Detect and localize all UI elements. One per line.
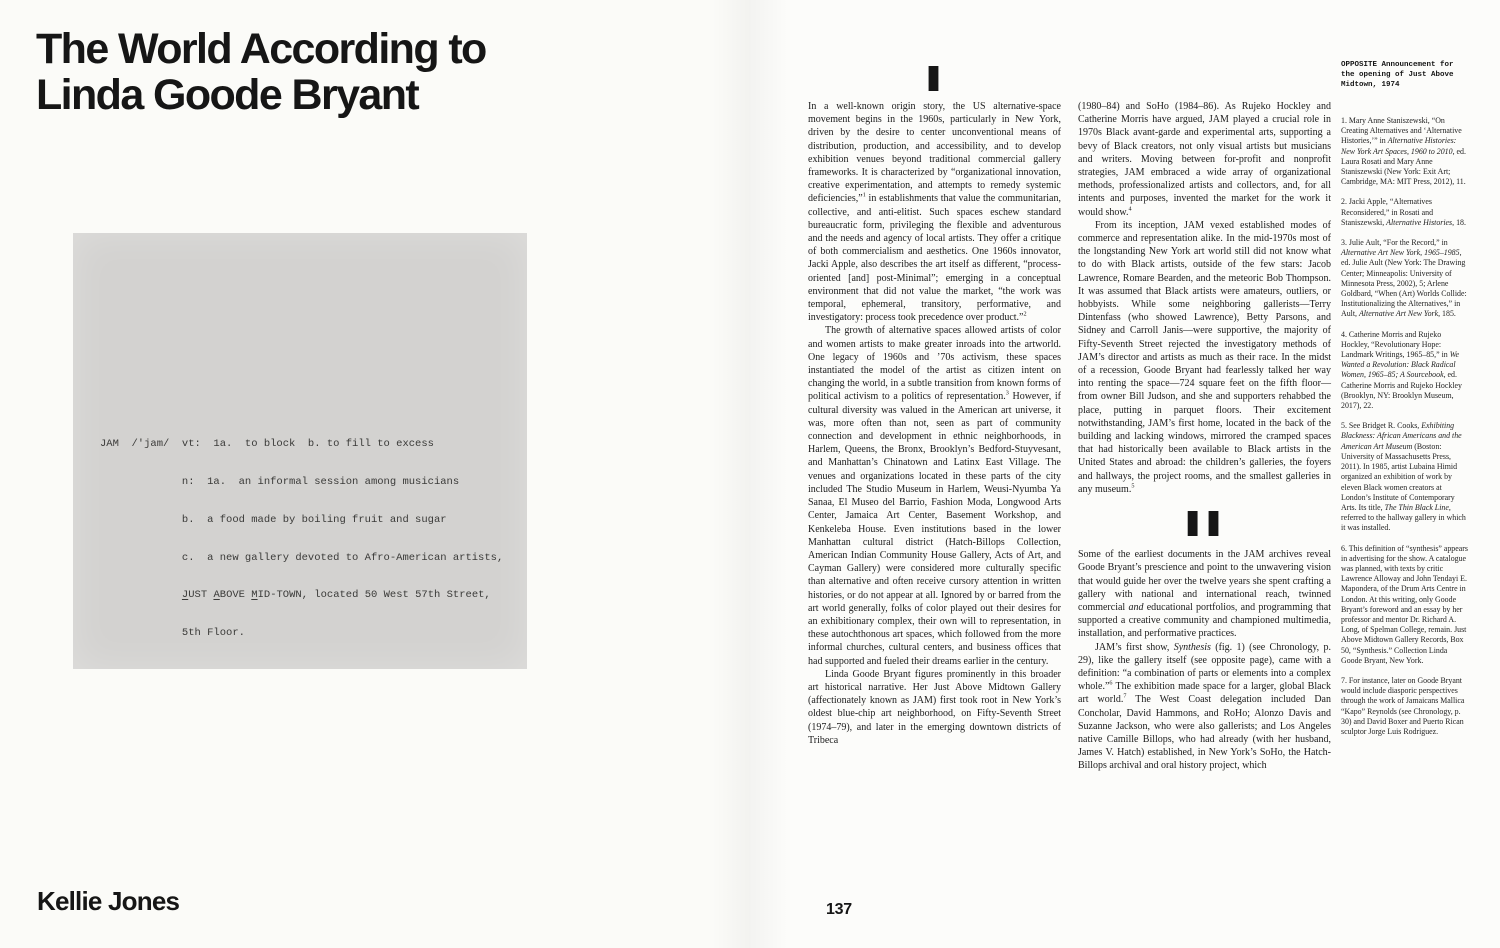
- footnote-3: 3. Julie Ault, “For the Record,” in Alternative Art New York, 1965–1985, ed. Julie Ault (New York: The Drawing Center; Minneapolis: University of Minnesota Press, 2002), 5; Arlene Goldbard, “When (Art) Worlds Collide: Institutionalizing the Alternatives,” in Ault, Alternative Art New York, 185.: [1341, 238, 1467, 319]
- typewriter-line: c. a new gallery devoted to Afro-American artists,: [100, 551, 504, 564]
- footnote-6: 6. This definition of “synthesis” appears in advertising for the show. A catalogue was planned, with texts by critic Lawrence Alloway and John Tendayi E. Mapondera, of the Drum Arts Centre in London. At this writing, only Goode Bryant’s foreword and an essay by her professor and mentor Dr. Richard A. Long, of Spelman College, remain. Just Above Midtown Gallery Records, Box 50, “Synthesis.” Collection Linda Goode Bryant, New York.: [1341, 543, 1468, 665]
- paragraph: Some of the earliest documents in the JAM archives reveal Goode Bryant’s prescience and point to the unwavering vision that would guide her over the twelve years she spent crafting a gallery with national and international reach, twinned commercial and educational portfolios, and programming that supported a creative community and championed multimedia, installation, and performative practices.: [1078, 549, 1332, 640]
- paragraph: Linda Goode Bryant figures prominently in this broader art historical narrative. Her Just Above Midtown Gallery (affectionately known as JAM) first took root in New York’s oldest blue-chip art neighborhood, on Fifty-Seventh Street (1974–79), and later in the emerging downtown districts of Tribeca: [808, 668, 1061, 746]
- typewriter-line: 5th Floor.: [100, 627, 245, 640]
- artwork-image: [73, 233, 527, 669]
- sidebar-notes: [1341, 60, 1468, 747]
- footnote-7: 7. For instance, later on Goode Bryant would include diasporic perspectives through the work of Jamaicans Mallica “Kapo” Reynolds (see Chronology, p. 30) and David Boxer and Puerto Rican sculptor Jorge Luis Rodriguez.: [1341, 675, 1465, 736]
- footnote-1: 1. Mary Anne Staniszewski, “On Creating Alternatives and ‘Alternative Histories,’” in Alternative Histories: New York Art Spaces, 1960 to 2010, ed. Laura Rosati and Mary Anne Staniszewski (New York: Exit Art; Cambridge, MA: MIT Press, 2012), 11.: [1341, 116, 1466, 187]
- typewriter-line: JUST ABOVE MID-TOWN, located 50 West 57th Street,: [181, 589, 491, 602]
- author-name: Kellie Jones: [37, 886, 180, 916]
- essay-title-line-1: The World According to: [36, 25, 486, 73]
- paragraph: (1980–84) and SoHo (1984–86). As Rujeko Hockley and Catherine Morris have argued, JAM played a crucial role in 1970s Black avant-garde and experimental arts, supporting a bevy of Black creators, not only visual artists but musicians and writers. Moving between for-profit and nonprofit strategies, JAM embraced a wide array of organizational methods, professionalized artists and collectors, and, for all intents and purposes, invented the market for the work it would show.$^4$: [1078, 101, 1331, 218]
- footnote-4: 4. Catherine Morris and Rujeko Hockley, “Revolutionary Hope: Landmark Writings, 1965–85,” in We Wanted a Revolution: Black Radical Women, 1965–85; A Sourcebook, ed. Catherine Morris and Rujeko Hockley (Brooklyn, NY: Brooklyn Museum, 2017), 22.: [1341, 329, 1462, 411]
- caption-opposite: OPPOSITE Announcement for the opening of Just Above Midtown, 1974: [1341, 61, 1454, 89]
- text-column-2: [1078, 100, 1331, 773]
- page-number: 137: [826, 901, 852, 918]
- paragraph: JAM’s first show, Synthesis (fig. 1) (see Chronology, p. 29), like the gallery itself (see opposite page), came with a definition: “a combination of parts or elements into a complex whole.”$^6$ The exhibition made space for a larger, global Black art world.$^7$ The West Coast delegation included Dan Concholar, David Hammons, and RoHo; Alonzo Davis and Suzanne Jackson, who were also gallerists; and Los Angeles native Camille Billops, who had already (with her husband, James V. Hatch) established, in New York’s SoHo, the Hatch-Billops archival and oral history project, which: [1078, 641, 1331, 772]
- paragraph: In a well-known origin story, the US alternative-space movement begins in the 1960s, particularly in New York, driven by the desire to center unconventional means of distribution, production, and accessibility, and to develop exhibition venues beyond traditional commercial gallery frameworks. It is characterized by “organizational innovation, creative experimentation, and attempts to remedy systemic deficiencies,”$^1$ in establishments that value the communitarian, collective, and anti-elitist. Such spaces eschew standard bureaucratic form, privileging the flexible and adventurous and the needs and agency of local artists. They offer a critique of both commercialism and aesthetics. One 1960s innovator, Jacki Apple, also describes the art itself as different, “process-oriented [and] post-Minimal”; emerging in a conceptual environment that did not value the market, “the work was temporal, ephemeral, transitory, performative, and investigatory: process took precedence over product.”$^2$: [808, 101, 1061, 324]
- paragraph: The growth of alternative spaces allowed artists of color and women artists to make greater inroads into the artworld. One legacy of 1960s and ’70s activism, these spaces instantiated the model of the artist as citizen intent on changing the world, in a subtle transition from known forms of political activism to a politics of representation.$^3$ However, if cultural diversity was valued in the American art universe, it was, more often than not, seen as part of community connection and development in ethnic neighborhoods, in Harlem, Queens, the Bronx, Brooklyn’s Bedford-Stuyvesant, and Manhattan’s Chinatown and Latinx East Village. The venues and organizations located in these parts of the city included The Studio Museum in Harlem, Weusi-Nyumba Ya Sanaa, El Museo del Barrio, Fashion Moda, Longwood Arts Center, Jamaica Art Center, Basement Workshop, and Kenkeleba House. Even institutions based in the lower Manhattan cultural district (Hatch-Billops Collection, American Indian Community House Gallery, Acts of Art, and Cayman Gallery) were considered more culturally specific than alternative and often receive cursory attention in written histories, or do not appear at all. Ignored by or barred from the art world generally, folks of color played out their desires for an exhibitionary complex, their own will to representation, in these autochthonous art spaces, which followed from the more informal churches, cultural centers, and business offices that had supported and fueled their dreams earlier in the century.: [808, 325, 1062, 667]
- typewriter-line: b. a food made by boiling fruit and sugar: [100, 513, 447, 526]
- typewriter-line: n: 1a. an informal session among musicians: [100, 475, 460, 488]
- paragraph: From its inception, JAM vexed established modes of commerce and representation alike. In the mid-1970s most of the longstanding New York art world still did not know what to do with Black artists, outside of the few stars: Jacob Lawrence, Romare Bearden, and the meteoric Bob Thompson. It was assumed that Black artists were amateurs, outliers, or hobbyists. While some neighboring gallerists—Terry Dintenfass (who showed Lawrence), Betty Parsons, and Sidney and Carroll Janis—were supportive, the majority of Fifty-Seventh Street rejected the investigatory methods of JAM’s director and artists as much as their race. In the midst of a recession, Goode Bryant had fearlessly talked her way into renting the space—724 square feet on the fifth floor—from owner Bill Judson, and she and supporters rehabbed the place, putting in parquet floors. Their excitement notwithstanding, JAM’s first home, located in the back of the building and lacking windows, mirrored the cramped spaces that had historically been available to Black artists in the United States and abroad: the children’s galleries, the foyers and hallways, the project rooms, and the smallest galleries in any museum.$^5$: [1078, 219, 1331, 495]
- essay-title-line-2: Linda Goode Bryant: [36, 71, 419, 119]
- typewriter-line: JAM /'jam/ vt: 1a. to block b. to fill to excess: [100, 438, 434, 451]
- section-marker-1: I: [924, 58, 945, 99]
- text-column-1: [808, 60, 1061, 747]
- footnote-2: 2. Jacki Apple, “Alternatives Reconsidered,” in Rosati and Staniszewski, Alternative Histories, 18.: [1341, 197, 1466, 227]
- essay-title: [36, 26, 486, 118]
- footnote-5: 5. See Bridget R. Cooks, Exhibiting Blackness: African Americans and the American Art Museum (Boston: University of Massachusetts Press, 2011). In 1985, artist Lubaina Himid organized an exhibition of work by eleven Black women creators at London’s Institute of Contemporary Arts. Its title, The Thin Black Line, referred to the hallway gallery in which it was installed.: [1341, 421, 1466, 533]
- typewriter-definition: [100, 413, 503, 665]
- section-marker-2: II: [1183, 503, 1226, 545]
